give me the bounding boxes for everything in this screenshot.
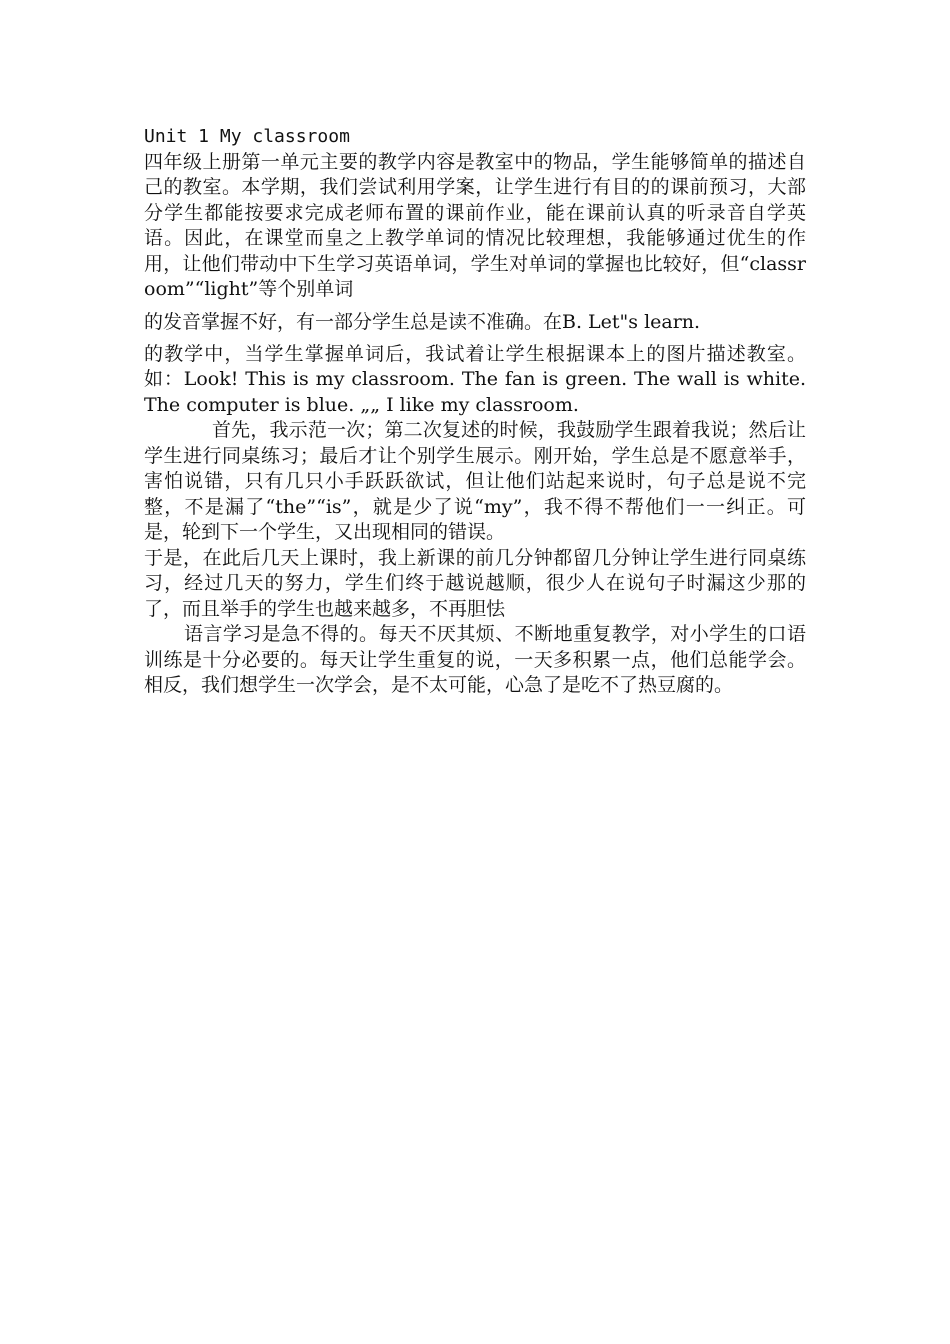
paragraph-description-example: 的教学中，当学生掌握单词后，我试着让学生根据课本上的图片描述教室。如：Look! This is my classroom. The fan is green. The wall is white. The computer is blue. „„ I like my classroom.	[144, 342, 806, 416]
paragraph-practice: 首先，我示范一次；第二次复述的时候，我鼓励学生跟着我说；然后让学生进行同桌练习；最后才让个别学生展示。刚开始，学生总是不愿意举手，害怕说错，只有几只小手跃跃欲试，但让他们站起来说时，句子总是说不完整，不是漏了“the”“is”，就是少了说“my”，我不得不帮他们一一纠正。可是，轮到下一个学生，又出现相同的错误。	[144, 419, 806, 543]
paragraph-conclusion: 语言学习是急不得的。每天不厌其烦、不断地重复教学，对小学生的口语训练是十分必要的。每天让学生重复的说，一天多积累一点，他们总能学会。相反，我们想学生一次学会，是不太可能，心急了是吃不了热豆腐的。	[144, 623, 806, 696]
document-title: Unit 1 My classroom	[144, 126, 350, 147]
paragraph-intro-continued: 的发音掌握不好，有一部分学生总是读不准确。在B. Let"s learn.	[144, 310, 701, 333]
document-page	[144, 124, 806, 699]
paragraph-intro: 四年级上册第一单元主要的教学内容是教室中的物品，学生能够简单的描述自己的教室。本学期，我们尝试利用学案，让学生进行有目的的课前预习，大部分学生都能按要求完成老师布置的课前作业，能在课前认真的听录音自学英语。因此，在课堂而皇之上教学单词的情况比较理想，我能够通过优生的作用，让他们带动中下生学习英语单词，学生对单词的掌握也比较好，但“classroom”“light”等个别单词	[144, 150, 806, 300]
paragraph-follow-up: 于是，在此后几天上课时，我上新课的前几分钟都留几分钟让学生进行同桌练习，经过几天的努力，学生们终于越说越顺，很少人在说句子时漏这少那的了，而且举手的学生也越来越多，不再胆怯	[144, 546, 806, 620]
